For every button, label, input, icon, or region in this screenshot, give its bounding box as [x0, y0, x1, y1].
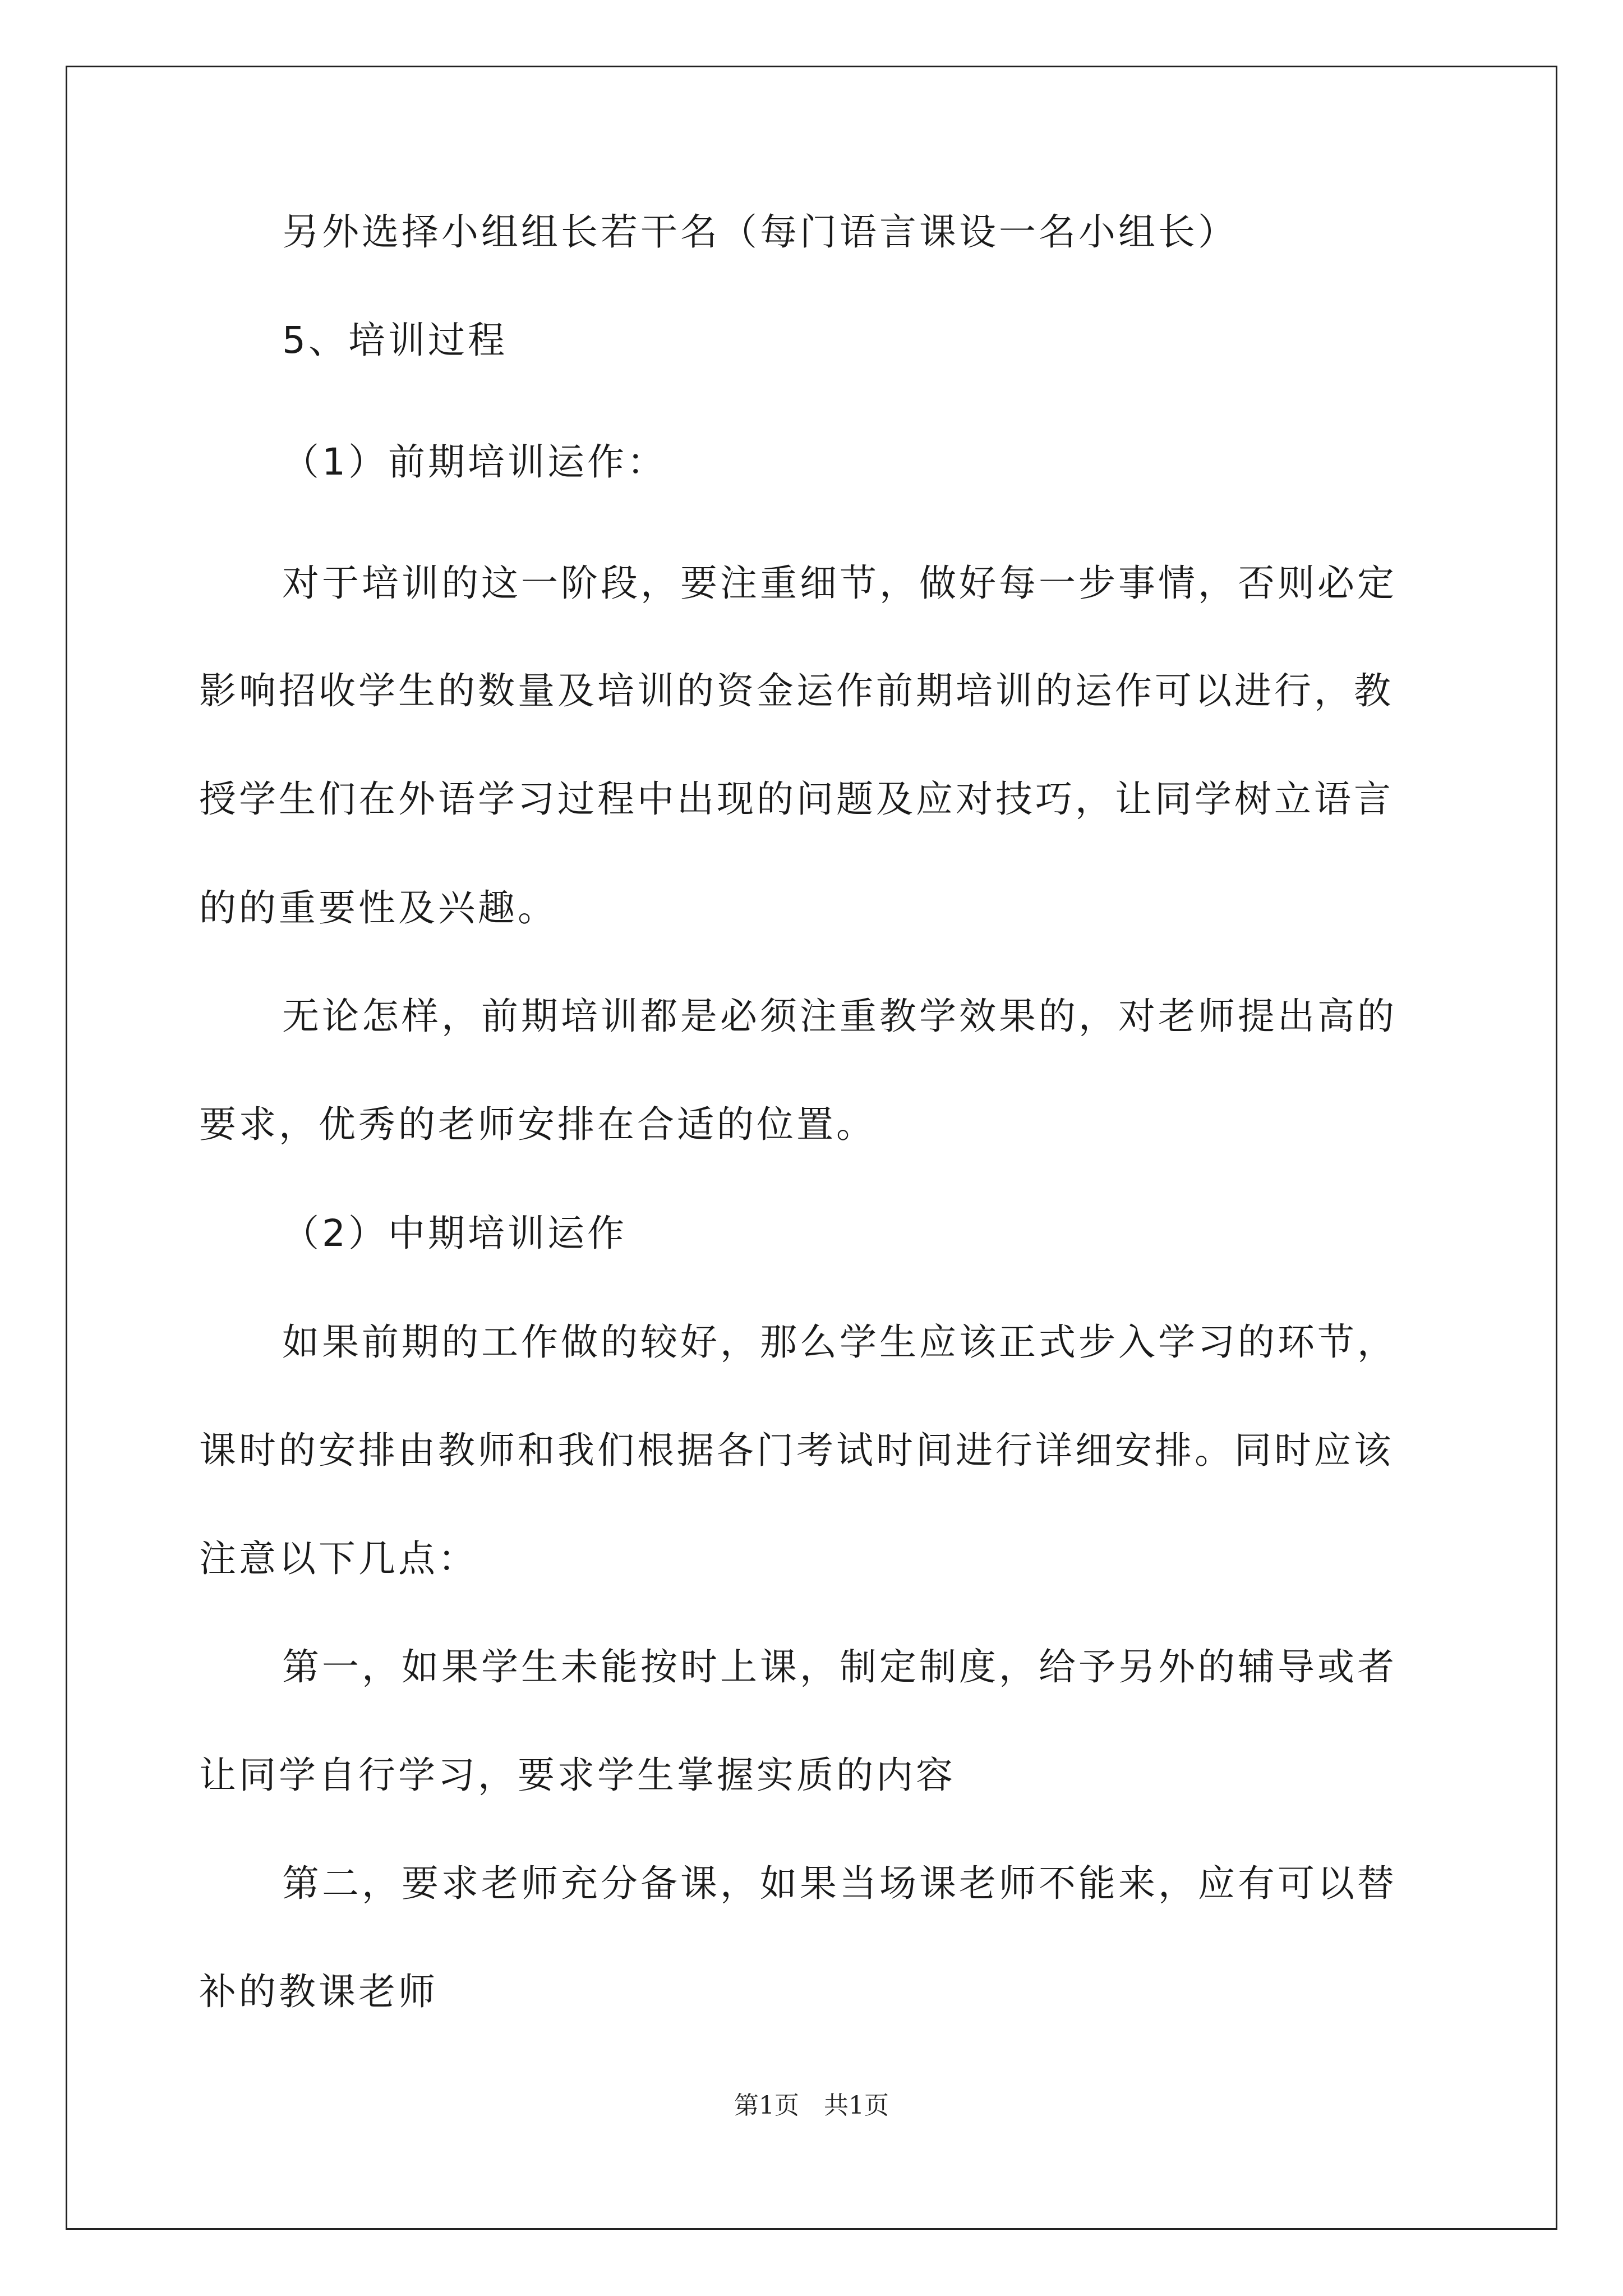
page-number: 第1页 共1页 [734, 2091, 889, 2120]
text-line: 要求，优秀的老师安排在合适的位置。 [199, 1103, 876, 1146]
text-line: 无论怎样，前期培训都是必须注重教学效果的，对老师提出高的 [282, 995, 1397, 1038]
text-line: 第二，要求老师充分备课，如果当场课老师不能来，应有可以替 [282, 1862, 1397, 1905]
text-line: 第一，如果学生未能按时上课，制定制度，给予另外的辅导或者 [282, 1645, 1397, 1688]
text-line: 授学生们在外语学习过程中出现的问题及应对技巧，让同学树立语言 [199, 777, 1394, 821]
subsection-heading: （2）中期培训运作 [282, 1212, 627, 1255]
text-line: 注意以下几点： [199, 1537, 478, 1580]
subsection-heading: （1）前期培训运作： [282, 440, 667, 484]
text-line: 对于培训的这一阶段，要注重细节，做好每一步事情，否则必定 [282, 562, 1397, 605]
text-line: 的的重要性及兴趣。 [199, 886, 557, 930]
text-line: 课时的安排由教师和我们根据各门考试时间进行详细安排。同时应该 [199, 1429, 1394, 1472]
text-line: 让同学自行学习，要求学生掌握实质的内容 [199, 1754, 956, 1797]
section-heading: 5、培训过程 [282, 319, 508, 362]
text-line: 补的教课老师 [199, 1970, 438, 2013]
page-border [66, 66, 1557, 2230]
text-line: 另外选择小组组长若干名（每门语言课设一名小组长） [282, 210, 1238, 254]
text-line: 如果前期的工作做的较好，那么学生应该正式步入学习的环节， [282, 1320, 1397, 1364]
text-line: 影响招收学生的数量及培训的资金运作前期培训的运作可以进行，教 [199, 669, 1394, 712]
